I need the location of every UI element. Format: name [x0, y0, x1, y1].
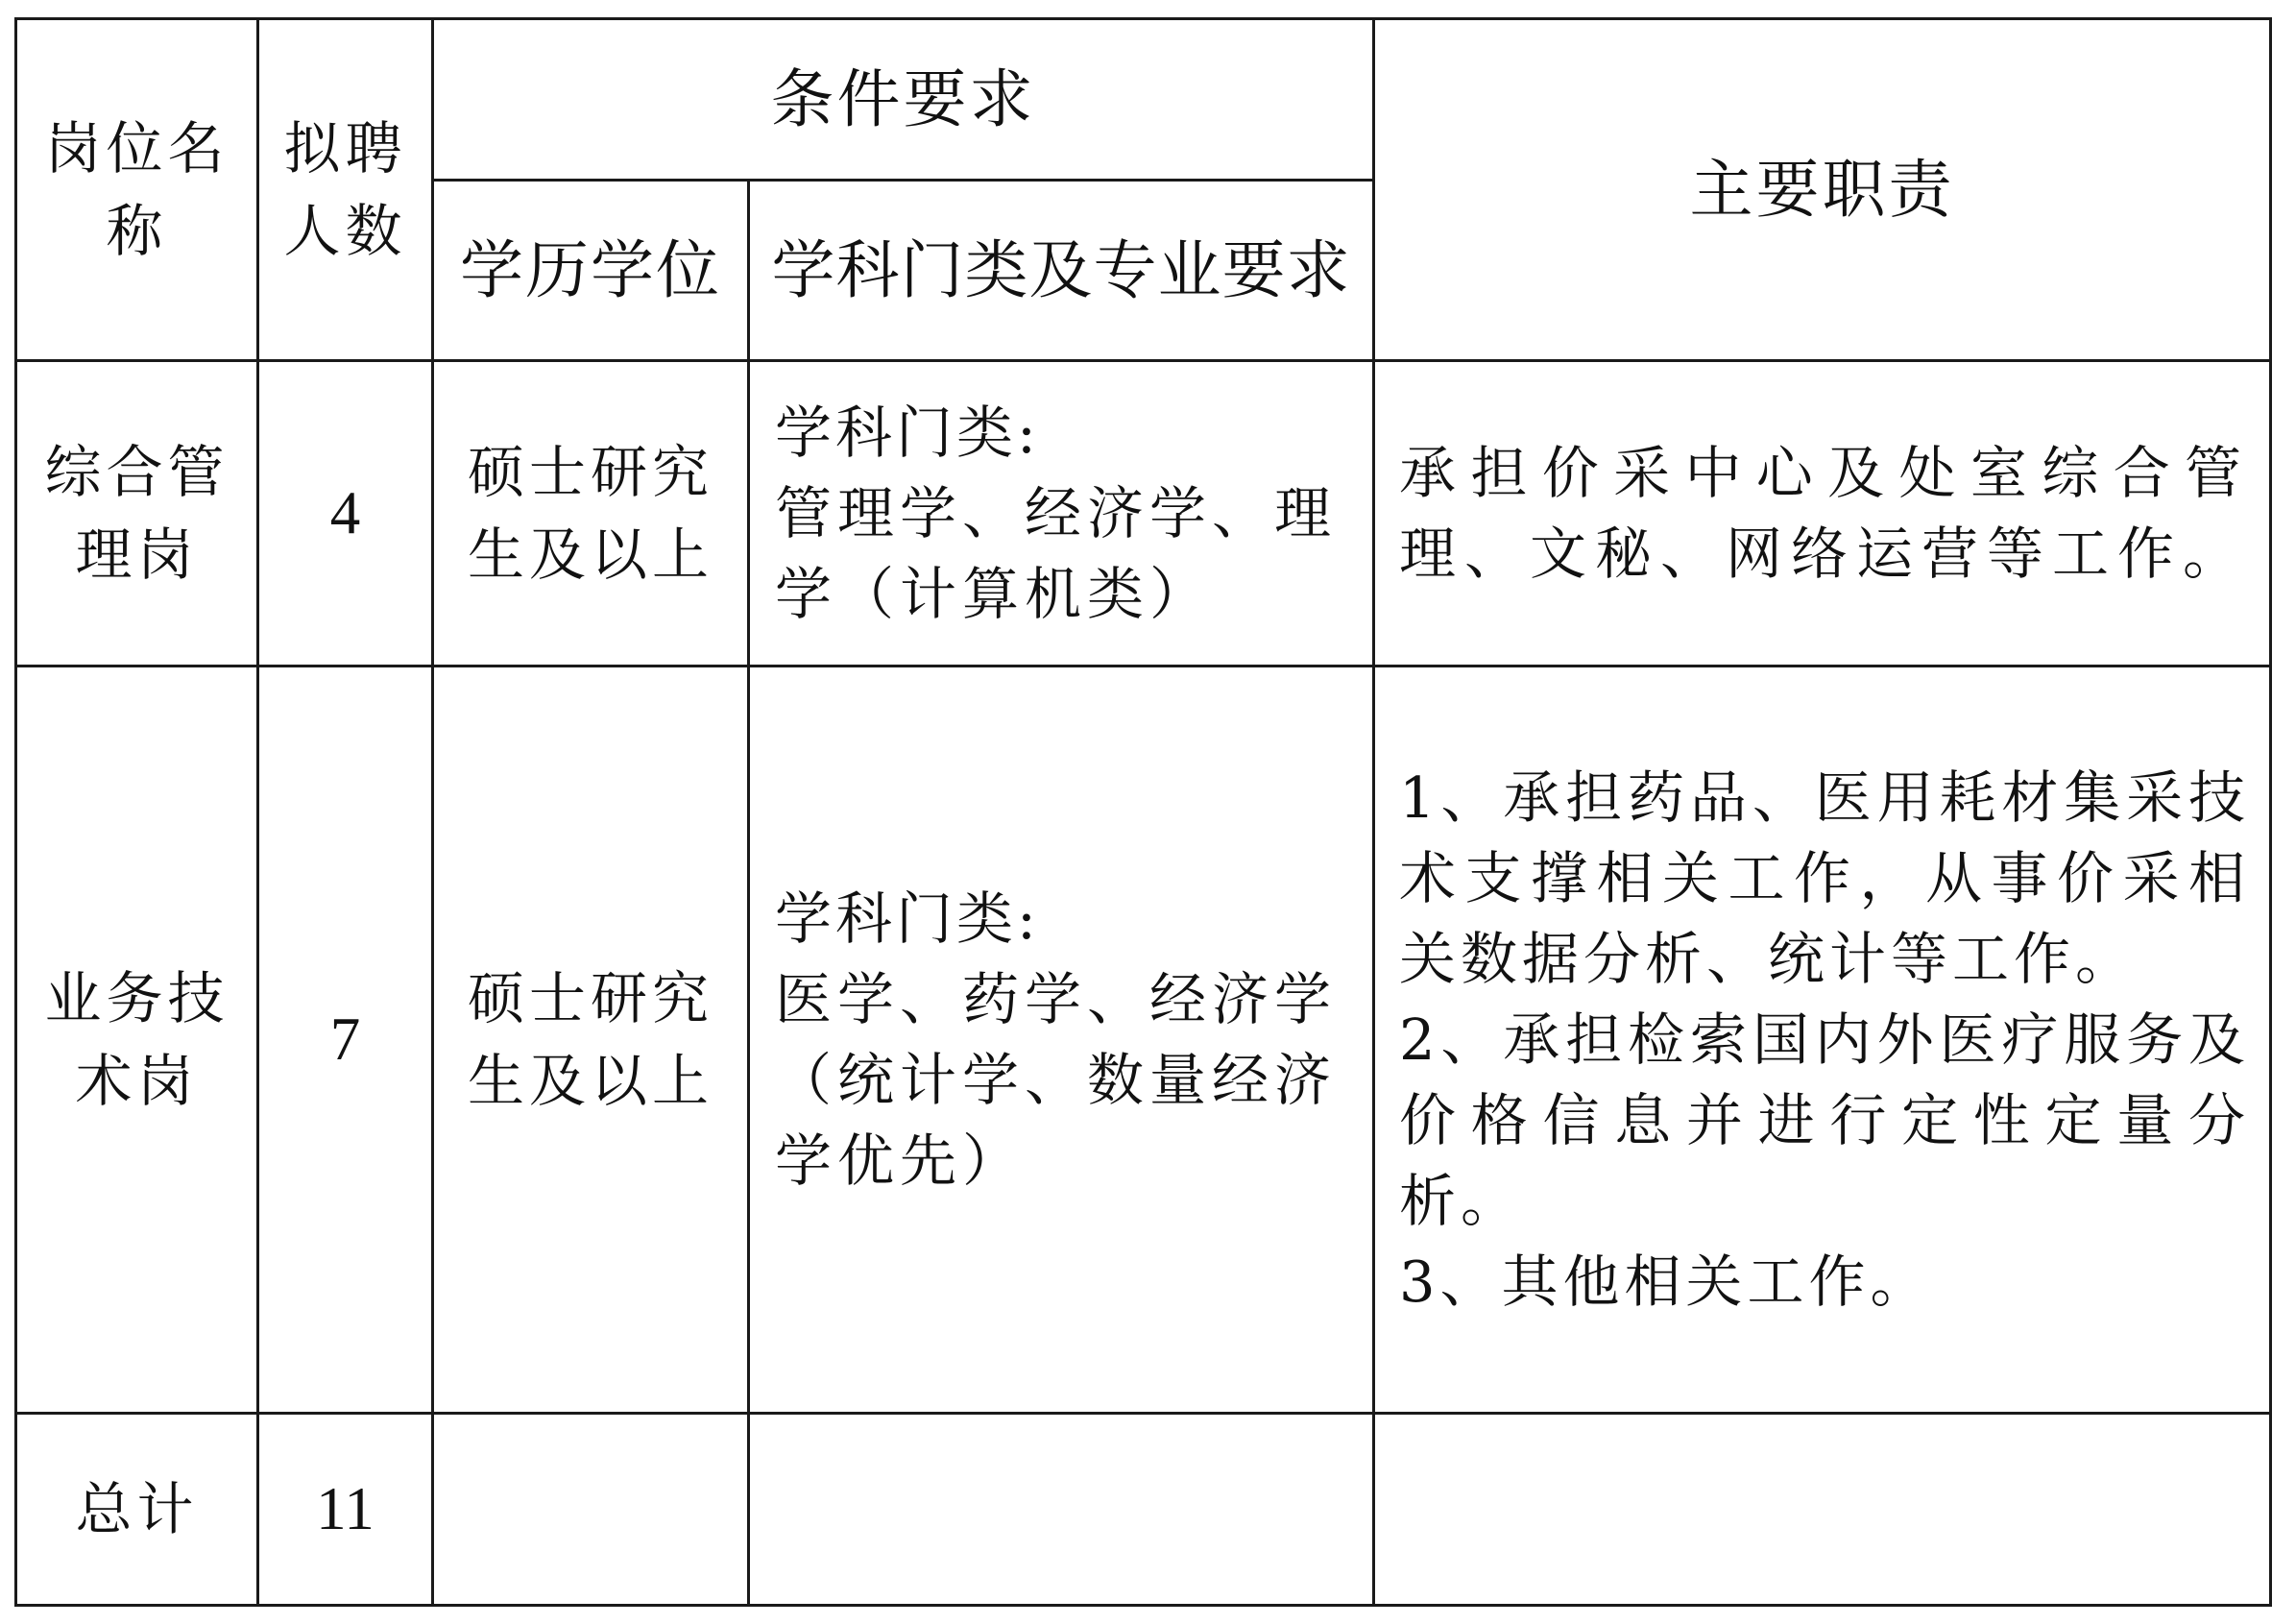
row-1-duty-1: 承担价采中心及处室综合管理、文秘、网络运营等工作。 — [1399, 439, 2250, 587]
header-conditions: 条件要求 — [433, 19, 1374, 181]
row-2-education: 硕士研究生及以上 — [433, 667, 749, 1414]
row-2-discipline-label: 学科门类: — [775, 885, 1040, 952]
row-1-discipline — [749, 361, 1374, 667]
header-discipline: 学科门类及专业要求 — [749, 181, 1374, 361]
header-education: 学历学位 — [433, 181, 749, 361]
row-2-duty-3: 3、其他相关工作。 — [1399, 1248, 1932, 1315]
header-duties: 主要职责 — [1374, 19, 2271, 361]
total-duties-empty — [1374, 1414, 2271, 1606]
row-2-discipline-detail: 医学、药学、经济学（统计学、数量经济学优先） — [775, 965, 1338, 1194]
row-2-headcount: 7 — [258, 667, 433, 1414]
row-1-discipline-label: 学科门类: — [775, 399, 1040, 466]
header-headcount: 拟聘人数 — [258, 19, 433, 361]
row-2-duty-1: 1、承担药品、医用耗材集采技术支撑相关工作，从事价采相关数据分析、统计等工作。 — [1399, 764, 2250, 992]
row-1-headcount: 4 — [258, 361, 433, 667]
row-1-position: 综合管理岗 — [16, 361, 258, 667]
total-discipline-empty — [749, 1414, 1374, 1606]
total-education-empty — [433, 1414, 749, 1606]
row-1-education: 硕士研究生及以上 — [433, 361, 749, 667]
row-2-position: 业务技术岗 — [16, 667, 258, 1414]
total-headcount: 11 — [258, 1414, 433, 1606]
header-position-name: 岗位名称 — [16, 19, 258, 361]
row-2-duty-2: 2、承担检索国内外医疗服务及价格信息并进行定性定量分析。 — [1399, 1006, 2250, 1234]
row-1-duties — [1374, 361, 2271, 667]
row-1-discipline-detail: 管理学、经济学、理学（计算机类） — [775, 479, 1338, 627]
total-label: 总计 — [16, 1414, 258, 1606]
row-2-discipline — [749, 667, 1374, 1414]
row-2-duties — [1374, 667, 2271, 1414]
recruitment-table — [14, 17, 2272, 1607]
